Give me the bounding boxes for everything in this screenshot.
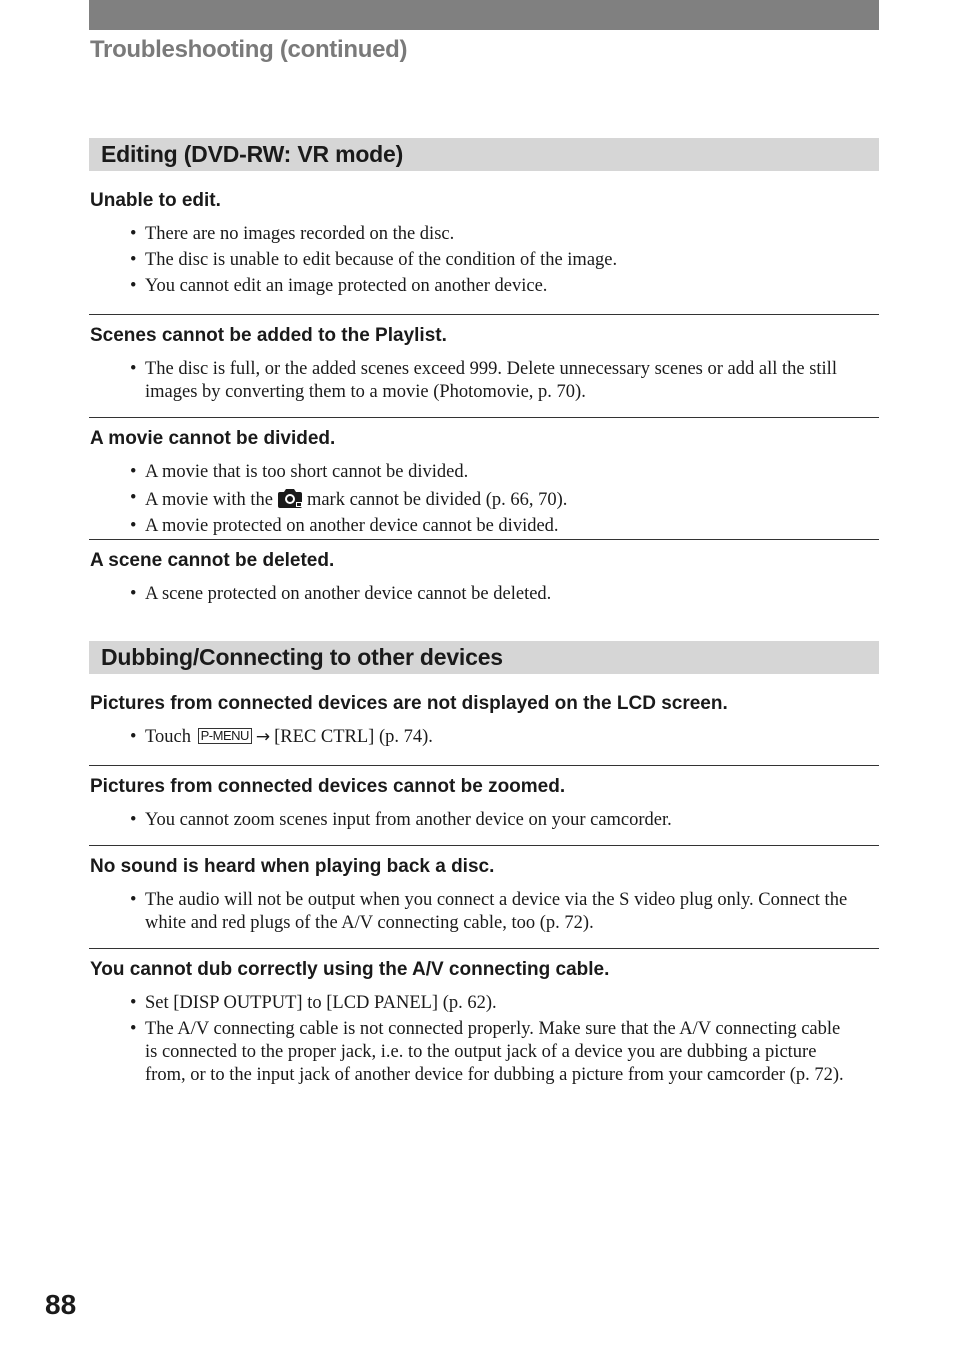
list-item (89, 583, 879, 606)
entry-not-displayed (89, 692, 879, 752)
bullet: • (130, 810, 137, 830)
item-text: The disc is unable to edit because of the condition of the image. (145, 250, 618, 270)
item-text: mark cannot be divided (p. 66, 70). (306, 490, 568, 510)
entry-no-sound (89, 855, 879, 938)
entry-title: No sound is heard when playing back a disc. (90, 856, 495, 877)
arrow-right-icon: → (255, 727, 271, 747)
entry-not-zoomed (89, 775, 879, 835)
entry-title: Pictures from connected devices are not displayed on the LCD screen. (90, 693, 728, 714)
bullet: • (130, 1019, 137, 1039)
item-text: A movie with the (145, 490, 273, 510)
entry-title: Pictures from connected devices cannot be zoomed. (90, 776, 566, 797)
entry-movie-divided (89, 427, 879, 541)
list-item (89, 1018, 879, 1087)
entry-title: A movie cannot be divided. (90, 428, 336, 449)
item-text: The audio will not be output when you connect a device via the S video plug only. Connect the white and red plugs of the A/V connecting cable, too (p. 72). (145, 890, 848, 933)
bullet: • (130, 276, 137, 296)
entry-title: Unable to edit. (90, 190, 221, 211)
photomovie-camera-icon (275, 487, 305, 509)
divider (89, 539, 879, 540)
divider (89, 765, 879, 766)
list-item (89, 809, 879, 832)
entry-title: Scenes cannot be added to the Playlist. (90, 325, 447, 346)
list-item (89, 358, 879, 404)
item-text: You cannot edit an image protected on another device. (145, 276, 548, 296)
bullet: • (130, 224, 137, 244)
item-text: The disc is full, or the added scenes exceed 999. Delete unnecessary scenes or add all the still images by converting them to a movie (Photomovie, p. 70). (145, 359, 837, 402)
entry-cannot-dub (89, 958, 879, 1090)
bullet: • (130, 488, 137, 508)
entry-scene-deleted (89, 549, 879, 609)
item-text: A movie that is too short cannot be divided. (145, 462, 469, 482)
list-item (89, 249, 879, 272)
item-text: There are no images recorded on the disc. (145, 224, 455, 244)
section-heading-editing: Editing (DVD-RW: VR mode) (89, 138, 879, 171)
divider (89, 314, 879, 315)
bullet: • (130, 250, 137, 270)
bullet: • (130, 890, 137, 910)
bullet: • (130, 359, 137, 379)
bullet: • (130, 516, 137, 536)
item-text: You cannot zoom scenes input from another device on your camcorder. (145, 810, 672, 830)
item-text: Set [DISP OUTPUT] to [LCD PANEL] (p. 62). (145, 993, 497, 1013)
entry-title: You cannot dub correctly using the A/V connecting cable. (90, 959, 610, 980)
bullet: • (130, 727, 137, 747)
bullet: • (130, 584, 137, 604)
item-text: A movie protected on another device cannot be divided. (145, 516, 559, 536)
list-item (89, 515, 879, 538)
item-text: A scene protected on another device cannot be deleted. (145, 584, 552, 604)
divider (89, 417, 879, 418)
list-item (89, 461, 879, 484)
entry-title: A scene cannot be deleted. (90, 550, 335, 571)
page-number: 88 (45, 1289, 77, 1320)
entry-playlist (89, 324, 879, 407)
bullet: • (130, 993, 137, 1013)
list-item (89, 223, 879, 246)
divider (89, 948, 879, 949)
divider (89, 845, 879, 846)
header-bar (89, 0, 879, 30)
list-item (89, 726, 879, 749)
section-heading-dubbing: Dubbing/Connecting to other devices (89, 641, 879, 674)
item-text: Touch (145, 727, 191, 747)
item-text: The A/V connecting cable is not connected properly. Make sure that the A/V connecting cable is connected to the proper jack, i.e. to the output jack of a device you are dubbing a picture from, or to the input jack of another device for dubbing a picture from your camcorder (p. 72). (145, 1019, 844, 1085)
list-item (89, 889, 879, 935)
list-item (89, 487, 879, 512)
bullet: • (130, 462, 137, 482)
list-item (89, 992, 879, 1015)
list-item (89, 275, 879, 298)
running-title: Troubleshooting (continued) (90, 36, 408, 63)
item-text: [REC CTRL] (p. 74). (274, 727, 433, 747)
p-menu-icon: P-MENU (198, 728, 252, 744)
entry-unable-to-edit (89, 189, 879, 301)
